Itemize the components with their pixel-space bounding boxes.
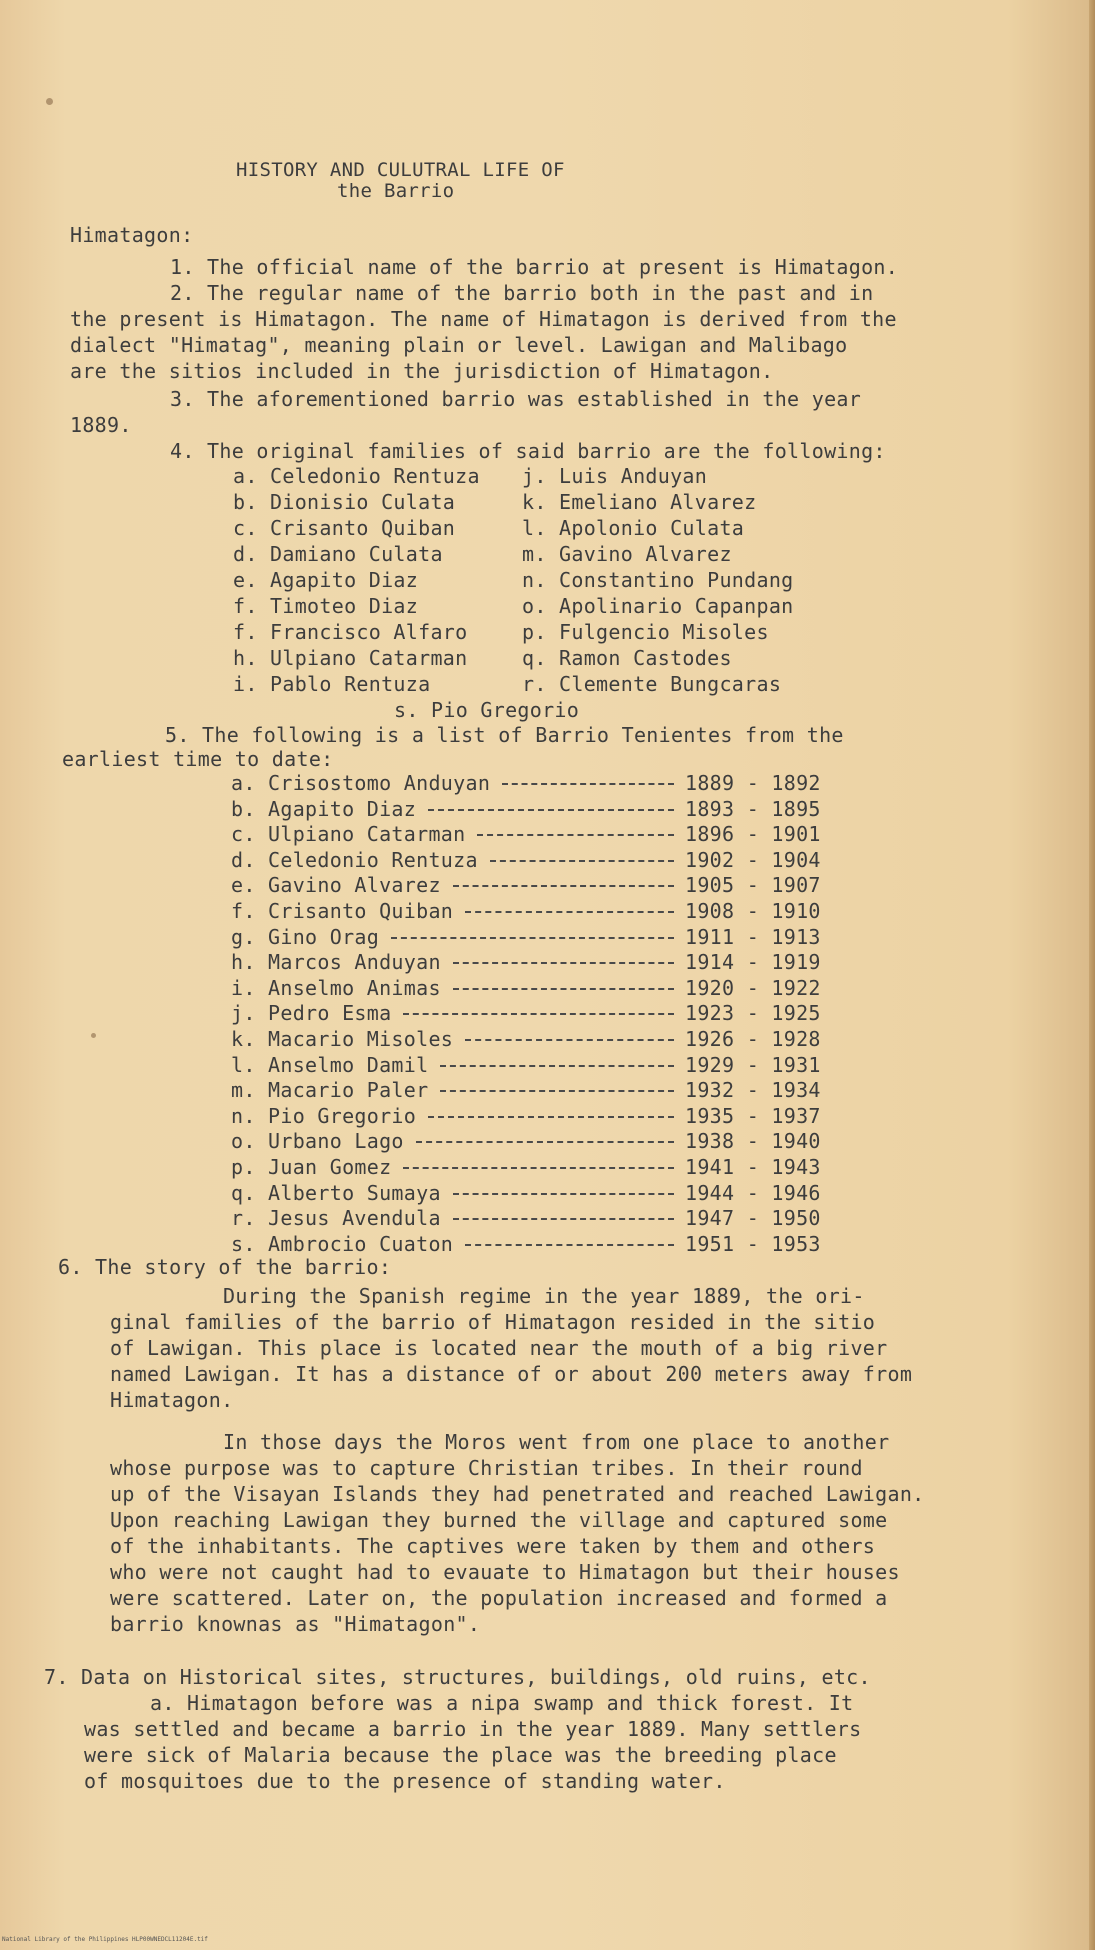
item-2-line: the present is Himatagon. The name of Himatagon is derived from the (70, 307, 897, 331)
leader-dashes (453, 1218, 674, 1220)
teniente-name: i. Anselmo Animas (231, 976, 441, 1000)
teniente-years: 1911 - 1913 (685, 925, 821, 949)
item-7-line: of mosquitoes due to the presence of standing water. (84, 1769, 726, 1793)
leader-dashes (428, 809, 674, 811)
item-3-line: 1889. (70, 413, 132, 437)
family-right: p. Fulgencio Misoles (522, 620, 769, 644)
leader-dashes (440, 1090, 674, 1092)
story-line: whose purpose was to capture Christian tribes. In their round (110, 1456, 863, 1480)
document-title: HISTORY AND CULUTRAL LIFE OF (236, 159, 565, 181)
teniente-name: n. Pio Gregorio (231, 1104, 417, 1128)
teniente-years: 1908 - 1910 (685, 899, 821, 923)
family-left: f. Francisco Alfaro (233, 620, 468, 644)
teniente-years: 1889 - 1892 (685, 771, 821, 795)
story-line: were scattered. Later on, the population increased and formed a (110, 1586, 888, 1610)
family-last: s. Pio Gregorio (394, 698, 580, 722)
item-5-line: 5. The following is a list of Barrio Tenientes from the (165, 723, 844, 747)
story-line: During the Spanish regime in the year 1889, the ori- (223, 1284, 865, 1308)
story-line: of Lawigan. This place is located near the mouth of a big river (110, 1336, 888, 1360)
leader-dashes (403, 1013, 674, 1015)
family-left: f. Timoteo Diaz (233, 594, 419, 618)
teniente-name: g. Gino Orag (231, 925, 380, 949)
leader-dashes (502, 783, 674, 785)
item-3-line: 3. The aforementioned barrio was established in the year (170, 387, 862, 411)
ink-spot (91, 1033, 96, 1038)
section-heading: Himatagon: (70, 223, 194, 247)
teniente-years: 1932 - 1934 (685, 1078, 821, 1102)
teniente-years: 1951 - 1953 (685, 1232, 821, 1256)
teniente-name: b. Agapito Diaz (231, 797, 417, 821)
family-right: o. Apolinario Capanpan (522, 594, 794, 618)
page-edge-shadow (1089, 0, 1095, 1950)
family-right: n. Constantino Pundang (522, 568, 794, 592)
item-2-line: dialect "Himatag", meaning plain or level. Lawigan and Malibago (70, 333, 848, 357)
teniente-name: k. Macario Misoles (231, 1027, 454, 1051)
item-2-line: 2. The regular name of the barrio both in the past and in (170, 281, 874, 305)
teniente-years: 1935 - 1937 (685, 1104, 821, 1128)
item-2-line: are the sitios included in the jurisdiction of Himatagon. (70, 359, 774, 383)
family-left: c. Crisanto Quiban (233, 516, 456, 540)
leader-dashes (453, 1193, 674, 1195)
teniente-name: p. Juan Gomez (231, 1155, 392, 1179)
teniente-name: m. Macario Paler (231, 1078, 429, 1102)
teniente-name: e. Gavino Alvarez (231, 873, 441, 897)
story-line: Himatagon. (110, 1388, 234, 1412)
document-subtitle: the Barrio (337, 180, 455, 202)
teniente-name: s. Ambrocio Cuaton (231, 1232, 454, 1256)
teniente-name: l. Anselmo Damil (231, 1053, 429, 1077)
teniente-years: 1893 - 1895 (685, 797, 821, 821)
teniente-years: 1938 - 1940 (685, 1129, 821, 1153)
family-left: h. Ulpiano Catarman (233, 646, 468, 670)
story-line: Upon reaching Lawigan they burned the village and captured some (110, 1508, 888, 1532)
story-line: ginal families of the barrio of Himatagon resided in the sitio (110, 1310, 876, 1334)
item-7-line: was settled and became a barrio in the year 1889. Many settlers (84, 1717, 862, 1741)
story-line: In those days the Moros went from one place to another (223, 1430, 890, 1454)
teniente-name: q. Alberto Sumaya (231, 1181, 441, 1205)
teniente-name: c. Ulpiano Catarman (231, 822, 466, 846)
family-left: i. Pablo Rentuza (233, 672, 431, 696)
teniente-years: 1947 - 1950 (685, 1206, 821, 1230)
teniente-years: 1941 - 1943 (685, 1155, 821, 1179)
item-7-line: were sick of Malaria because the place was the breeding place (84, 1743, 837, 1767)
family-right: r. Clemente Bungcaras (522, 672, 782, 696)
family-left: d. Damiano Culata (233, 542, 443, 566)
teniente-name: o. Urbano Lago (231, 1129, 404, 1153)
teniente-years: 1923 - 1925 (685, 1001, 821, 1025)
footer-caption: National Library of the Philippines HLP00WNEDCL11204E.tif (2, 1936, 208, 1943)
ink-spot (46, 98, 53, 105)
leader-dashes (465, 1039, 674, 1041)
item-5-line: earliest time to date: (62, 747, 334, 771)
leader-dashes (416, 1141, 674, 1143)
family-right: m. Gavino Alvarez (522, 542, 732, 566)
leader-dashes (477, 834, 674, 836)
teniente-years: 1896 - 1901 (685, 822, 821, 846)
item-4-intro: 4. The original families of said barrio are the following: (170, 439, 886, 463)
item-7-heading: 7. Data on Historical sites, structures, buildings, old ruins, etc. (44, 1665, 871, 1689)
leader-dashes (490, 860, 674, 862)
story-line: up of the Visayan Islands they had penetrated and reached Lawigan. (110, 1482, 925, 1506)
story-line: of the inhabitants. The captives were taken by them and others (110, 1534, 876, 1558)
teniente-years: 1929 - 1931 (685, 1053, 821, 1077)
leader-dashes (403, 1167, 674, 1169)
leader-dashes (453, 988, 674, 990)
item-6-heading: 6. The story of the barrio: (58, 1255, 392, 1279)
teniente-name: d. Celedonio Rentuza (231, 848, 478, 872)
teniente-years: 1926 - 1928 (685, 1027, 821, 1051)
leader-dashes (440, 1065, 674, 1067)
teniente-years: 1944 - 1946 (685, 1181, 821, 1205)
leader-dashes (465, 1244, 674, 1246)
story-line: barrio knownas as "Himatagon". (110, 1612, 481, 1636)
item-1-text: 1. The official name of the barrio at present is Himatagon. (170, 255, 899, 279)
leader-dashes (465, 911, 674, 913)
teniente-years: 1905 - 1907 (685, 873, 821, 897)
teniente-years: 1914 - 1919 (685, 950, 821, 974)
story-line: who were not caught had to evauate to Himatagon but their houses (110, 1560, 900, 1584)
family-left: b. Dionisio Culata (233, 490, 456, 514)
leader-dashes (453, 962, 674, 964)
family-right: j. Luis Anduyan (522, 464, 708, 488)
item-7-line: a. Himatagon before was a nipa swamp and thick forest. It (150, 1691, 854, 1715)
leader-dashes (391, 937, 674, 939)
family-right: q. Ramon Castodes (522, 646, 732, 670)
story-line: named Lawigan. It has a distance of or about 200 meters away from (110, 1362, 913, 1386)
teniente-years: 1920 - 1922 (685, 976, 821, 1000)
teniente-name: r. Jesus Avendula (231, 1206, 441, 1230)
leader-dashes (453, 885, 674, 887)
teniente-years: 1902 - 1904 (685, 848, 821, 872)
family-left: e. Agapito Diaz (233, 568, 419, 592)
family-right: l. Apolonio Culata (522, 516, 745, 540)
teniente-name: h. Marcos Anduyan (231, 950, 441, 974)
family-left: a. Celedonio Rentuza (233, 464, 480, 488)
teniente-name: j. Pedro Esma (231, 1001, 392, 1025)
teniente-name: f. Crisanto Quiban (231, 899, 454, 923)
family-right: k. Emeliano Alvarez (522, 490, 757, 514)
leader-dashes (428, 1116, 674, 1118)
teniente-name: a. Crisostomo Anduyan (231, 771, 491, 795)
